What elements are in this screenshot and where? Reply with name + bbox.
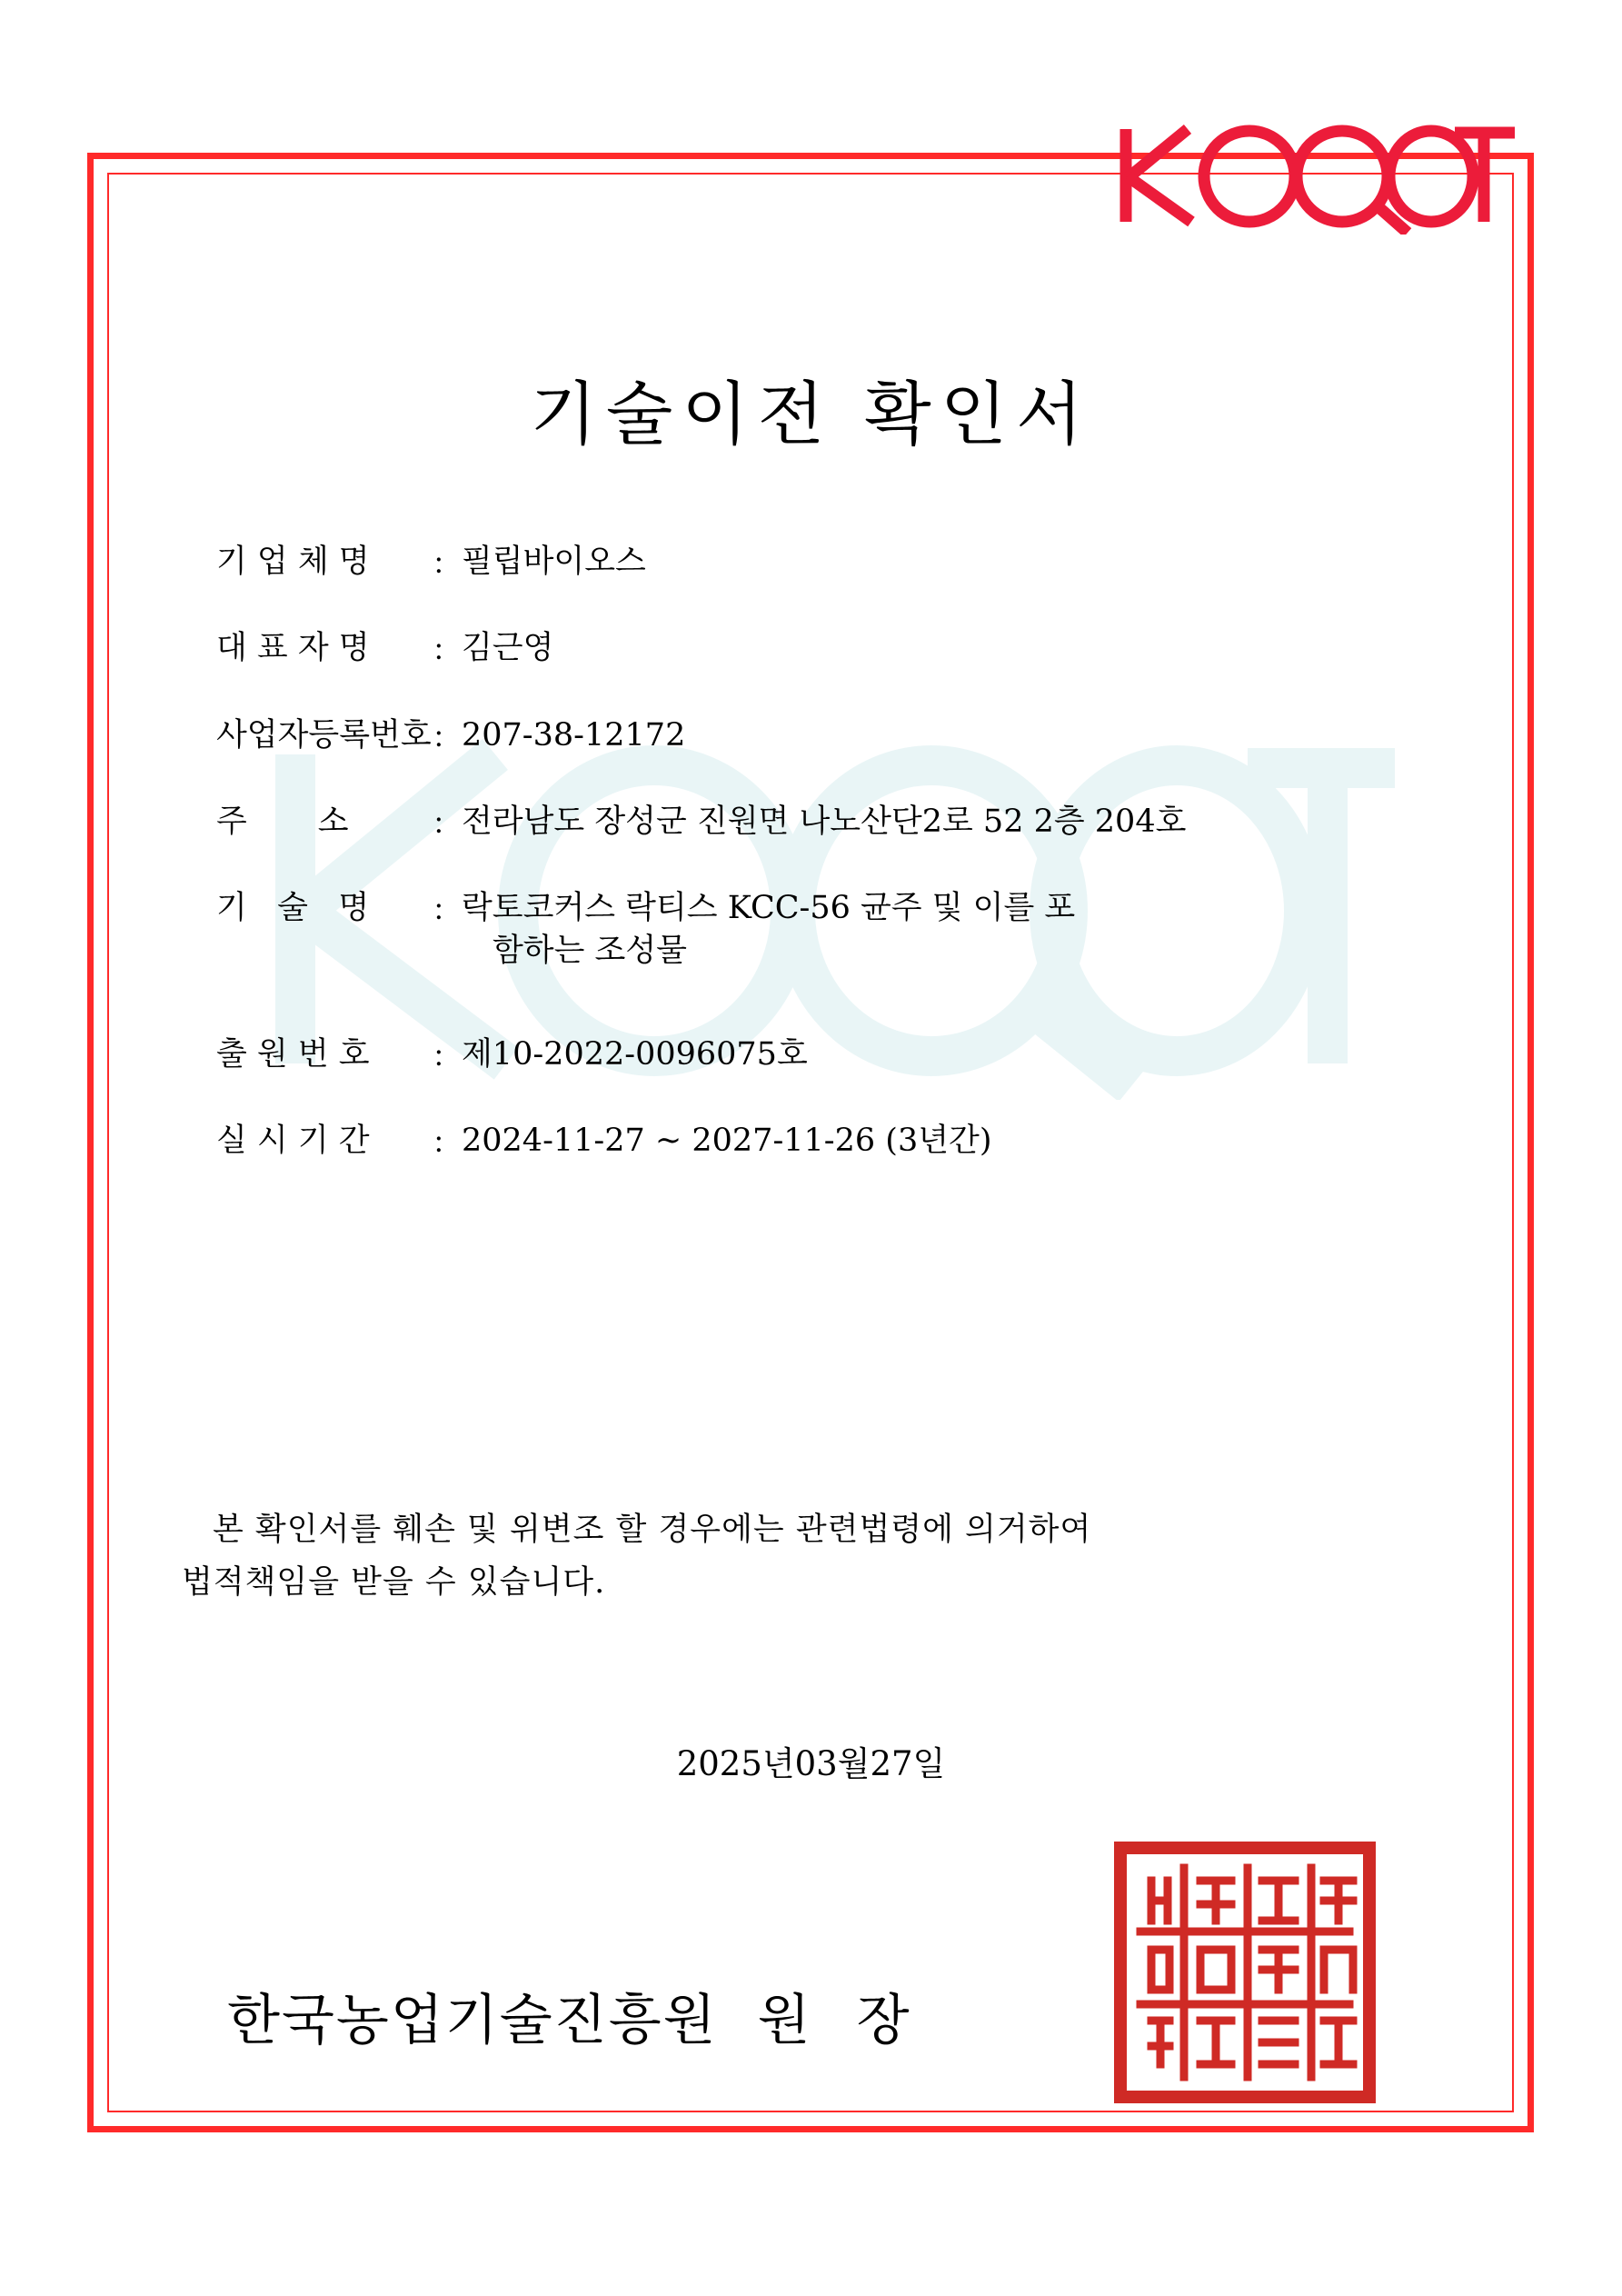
field-value-representative: 김근영 [462, 630, 554, 667]
issuer-organization: 한국농업기술진흥원 [227, 1989, 718, 2052]
issue-date: 2025년03월27일 [676, 1744, 946, 1783]
field-spacer [216, 1017, 1416, 1033]
field-label-company: 기 업 체 명 [216, 544, 370, 580]
legal-notice [182, 1504, 1445, 1610]
field-value-period: 2024-11-27 ~ 2027-11-26 (3년간) [462, 1122, 992, 1159]
field-label-application-number: 출 원 번 호 [216, 1035, 370, 1073]
field-colon-address: : [434, 804, 443, 840]
certificate-fields [216, 541, 1416, 1206]
field-value-application-number: 제10-2022-0096075호 [462, 1035, 808, 1073]
field-label-period: 실 시 기 간 [216, 1122, 370, 1159]
page-title: 기술이전 확인서 [530, 374, 1092, 454]
field-row-company [216, 541, 1416, 584]
field-label-address: 주 소 [216, 803, 349, 840]
field-colon-business-number: : [434, 717, 443, 754]
field-colon-application-number: : [434, 1036, 443, 1073]
field-colon-technology: : [434, 891, 443, 926]
field-value-address: 전라남도 장성군 진원면 나노산단2로 52 2층 204호 [462, 803, 1187, 840]
field-label-business-number: 사업자등록번호 [216, 716, 432, 754]
field-value-business-number: 207-38-12172 [462, 716, 686, 754]
field-row-technology [216, 887, 1416, 973]
field-value-technology-line1: 락토코커스 락티스 KCC-56 균주 및 이를 포 [462, 890, 1076, 926]
field-row-application-number [216, 1033, 1416, 1076]
field-row-period [216, 1120, 1416, 1163]
legal-notice-line1: 본 확인서를 훼손 및 위변조 할 경우에는 관련법령에 의거하여 [213, 1512, 1092, 1548]
field-colon-representative: : [434, 631, 443, 667]
koat-logo-icon [1104, 116, 1522, 235]
field-row-representative [216, 627, 1416, 670]
issuer-line [227, 1977, 924, 2055]
issuer-role: 원 장 [757, 1989, 924, 2052]
legal-notice-line2: 법적책임을 받을 수 있습니다. [182, 1563, 606, 1601]
field-row-business-number [216, 714, 1416, 757]
field-label-technology: 기 술 명 [216, 890, 370, 926]
field-colon-period: : [434, 1123, 443, 1159]
field-row-address [216, 801, 1416, 844]
field-colon-company: : [434, 544, 443, 580]
field-value-technology [462, 887, 1416, 973]
field-value-company: 필립바이오스 [462, 544, 646, 580]
field-value-technology-line2: 함하는 조성물 [493, 933, 687, 970]
field-label-representative: 대 표 자 명 [216, 630, 370, 667]
official-seal-stamp [1113, 1841, 1377, 2104]
